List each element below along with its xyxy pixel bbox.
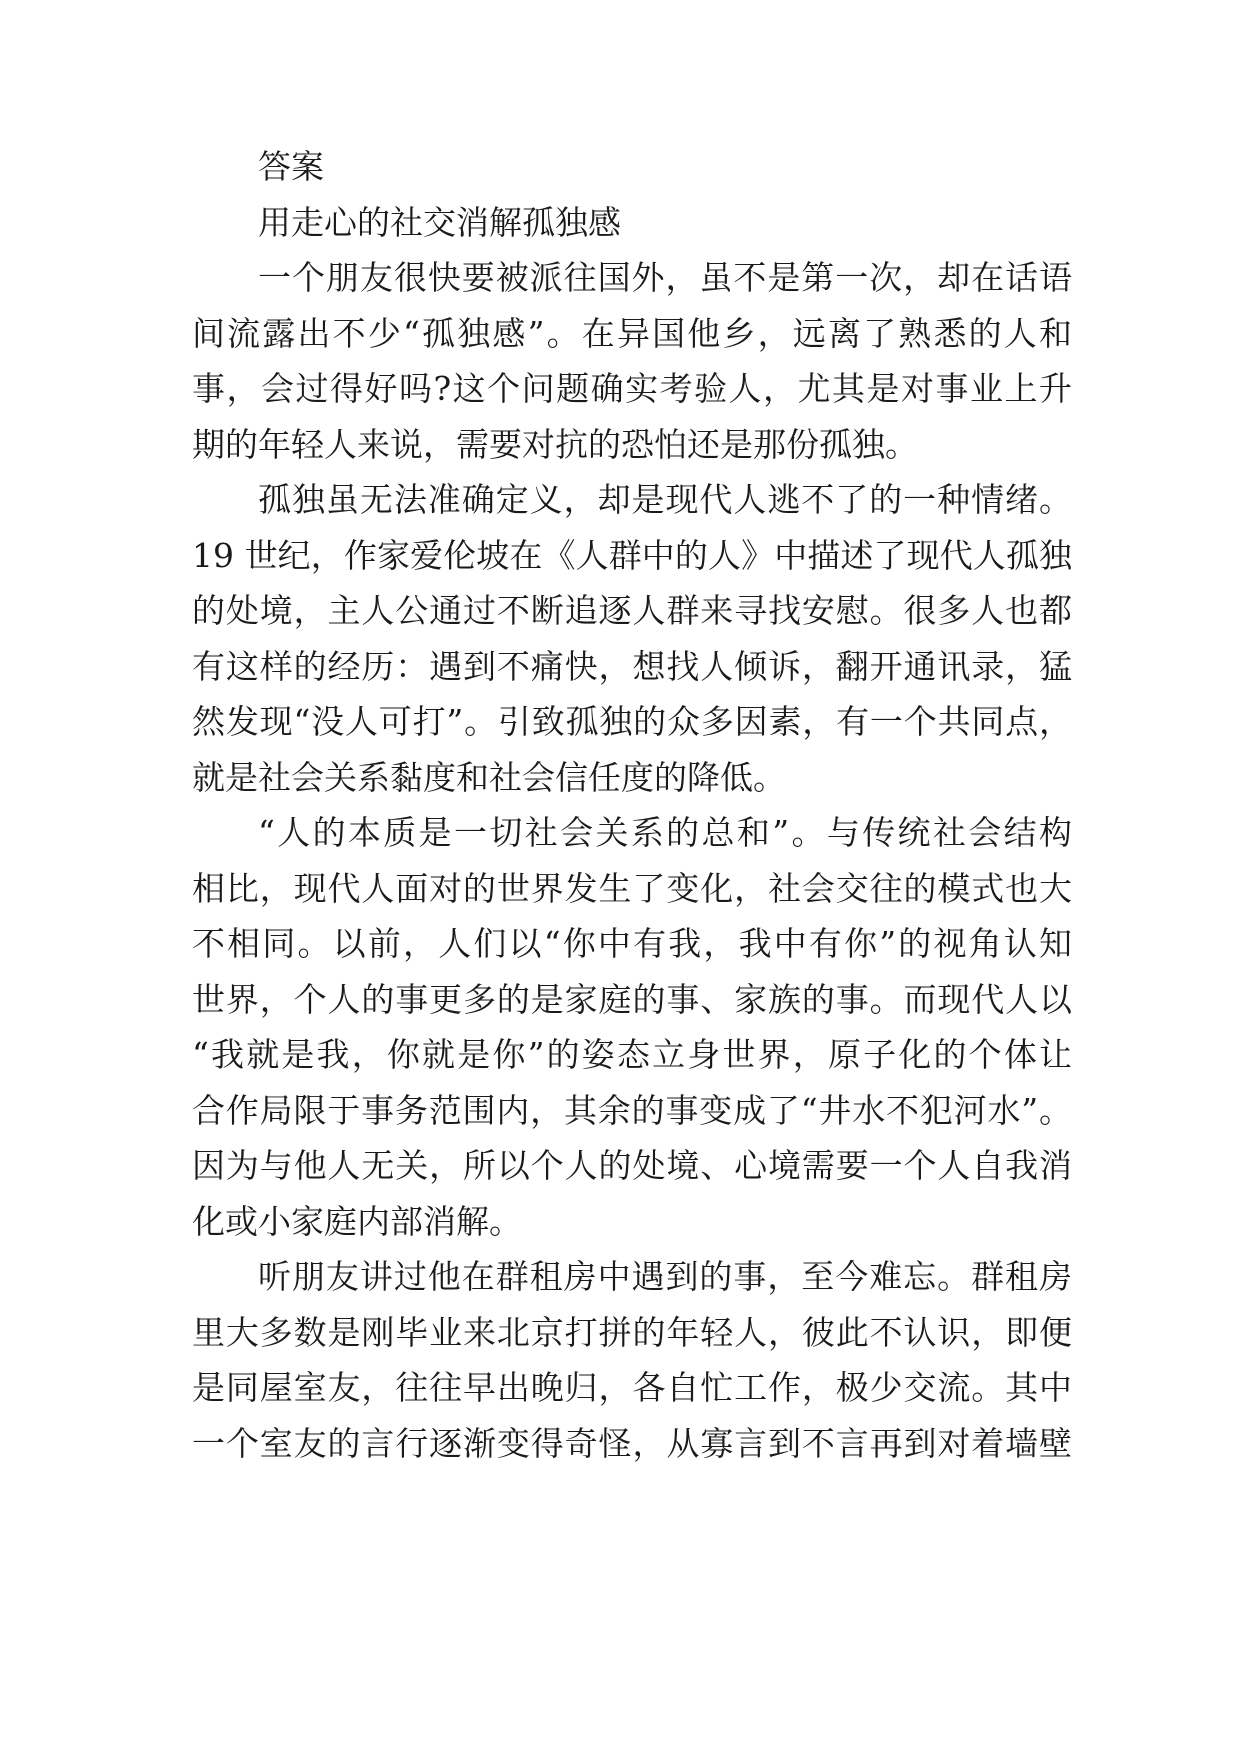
paragraph-line: 间流露出不少“孤独感”。在异国他乡，远离了熟悉的人和 [192, 314, 1072, 353]
paragraph-line: 因为与他人无关，所以个人的处境、心境需要一个人自我消 [192, 1146, 1072, 1185]
paragraph-line: 不相同。以前，人们以“你中有我，我中有你”的视角认知 [192, 924, 1072, 963]
paragraph-line: 有这样的经历：遇到不痛快，想找人倾诉，翻开通讯录，猛 [192, 647, 1072, 686]
paragraph-line: 是同屋室友，往往早出晚归，各自忙工作，极少交流。其中 [192, 1368, 1072, 1407]
paragraph-line: 听朋友讲过他在群租房中遇到的事，至今难忘。群租房 [258, 1257, 1072, 1296]
paragraph-line: “人的本质是一切社会关系的总和”。与传统社会结构 [258, 813, 1072, 852]
paragraph-line: 世界，个人的事更多的是家庭的事、家族的事。而现代人以 [192, 980, 1072, 1019]
paragraph-line: 的处境，主人公通过不断追逐人群来寻找安慰。很多人也都 [192, 591, 1072, 630]
paragraph-line: 一个朋友很快要被派往国外，虽不是第一次，却在话语 [258, 258, 1072, 297]
paragraph-line: 孤独虽无法准确定义，却是现代人逃不了的一种情绪。 [258, 480, 1072, 519]
paragraph-line: 一个室友的言行逐渐变得奇怪，从寡言到不言再到对着墙壁 [192, 1424, 1072, 1463]
paragraph-line: 合作局限于事务范围内，其余的事变成了“井水不犯河水”。 [192, 1091, 1072, 1130]
paragraph-line: 然发现“没人可打”。引致孤独的众多因素，有一个共同点， [192, 702, 1072, 741]
paragraph-line: 19 世纪，作家爱伦坡在《人群中的人》中描述了现代人孤独 [192, 536, 1072, 575]
paragraph-line: 期的年轻人来说，需要对抗的恐怕还是那份孤独。 [192, 425, 918, 464]
paragraph-line: “我就是我，你就是你”的姿态立身世界，原子化的个体让 [192, 1035, 1072, 1074]
section-heading: 答案 [258, 147, 324, 186]
paragraph-line: 里大多数是刚毕业来北京打拼的年轻人，彼此不认识，即便 [192, 1313, 1072, 1352]
article-title: 用走心的社交消解孤独感 [258, 203, 621, 242]
paragraph-line: 化或小家庭内部消解。 [192, 1202, 522, 1241]
paragraph-line: 相比，现代人面对的世界发生了变化，社会交往的模式也大 [192, 869, 1072, 908]
paragraph-line: 事，会过得好吗?这个问题确实考验人，尤其是对事业上升 [192, 369, 1072, 408]
paragraph-line: 就是社会关系黏度和社会信任度的降低。 [192, 758, 786, 797]
